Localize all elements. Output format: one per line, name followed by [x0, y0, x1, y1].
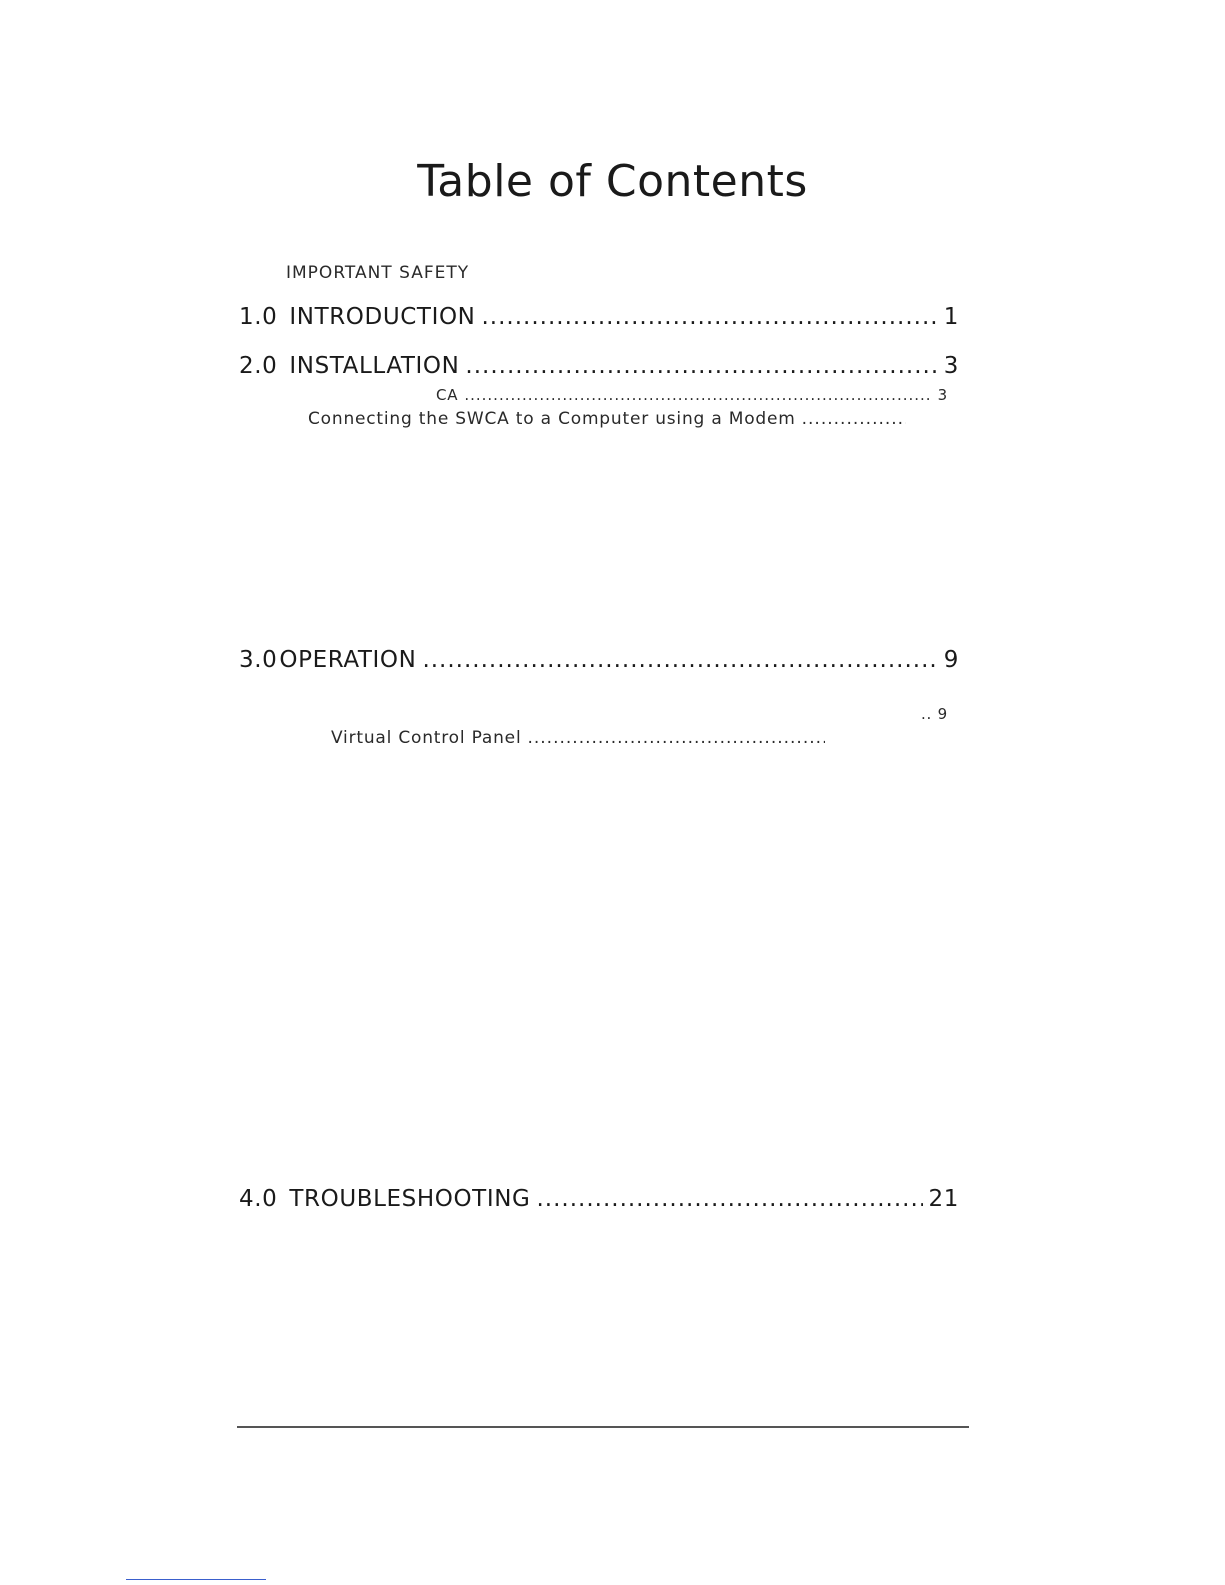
- toc-entry-label: OPERATION: [279, 647, 417, 673]
- toc-entry-troubleshooting[interactable]: [239, 1186, 959, 1212]
- toc-entry-introduction[interactable]: [239, 304, 959, 330]
- toc-subentry-ca[interactable]: [436, 386, 948, 404]
- toc-subentry-page: .. 9: [920, 705, 948, 723]
- toc-entry-label: INSTALLATION: [289, 353, 460, 379]
- toc-safety-item[interactable]: IMPORTANT SAFETY: [286, 263, 470, 283]
- toc-leader-dots: [802, 409, 906, 429]
- toc-entry-operation[interactable]: [239, 647, 959, 673]
- footnote-link-underline: [126, 1579, 266, 1580]
- toc-leader-dots: [465, 353, 937, 379]
- toc-entry-page: 1: [943, 304, 959, 330]
- toc-subentry-label: Connecting the SWCA to a Computer using a Modem: [308, 409, 796, 429]
- toc-subentry-label: CA: [436, 386, 459, 404]
- toc-entry-page: 9: [943, 647, 959, 673]
- toc-entry-label: TROUBLESHOOTING: [289, 1186, 531, 1212]
- toc-entry-installation[interactable]: [239, 353, 959, 379]
- page-title: Table of Contents: [417, 156, 808, 207]
- footer-divider: [237, 1426, 969, 1428]
- toc-leader-dots: [481, 304, 937, 330]
- toc-subentry-page: 3: [937, 386, 948, 404]
- toc-entry-number: 2.0: [239, 353, 278, 379]
- toc-entry-number: 4.0: [239, 1186, 278, 1212]
- toc-subentry-label: Virtual Control Panel: [331, 728, 522, 748]
- toc-leader-dots: [464, 386, 931, 404]
- toc-subentry-virtual-control-panel[interactable]: [331, 728, 831, 748]
- toc-subentry-modem[interactable]: [308, 409, 912, 429]
- toc-leader-dots: [536, 1186, 922, 1212]
- toc-leader-dots: [527, 728, 825, 748]
- toc-entry-number: 3.0: [239, 647, 278, 673]
- toc-entry-label: INTRODUCTION: [289, 304, 476, 330]
- toc-entry-number: 1.0: [239, 304, 278, 330]
- toc-entry-page: 3: [943, 353, 959, 379]
- toc-entry-page: 21: [928, 1186, 959, 1212]
- toc-leader-dots: [422, 647, 937, 673]
- toc-subentry-fragment[interactable]: [900, 705, 948, 723]
